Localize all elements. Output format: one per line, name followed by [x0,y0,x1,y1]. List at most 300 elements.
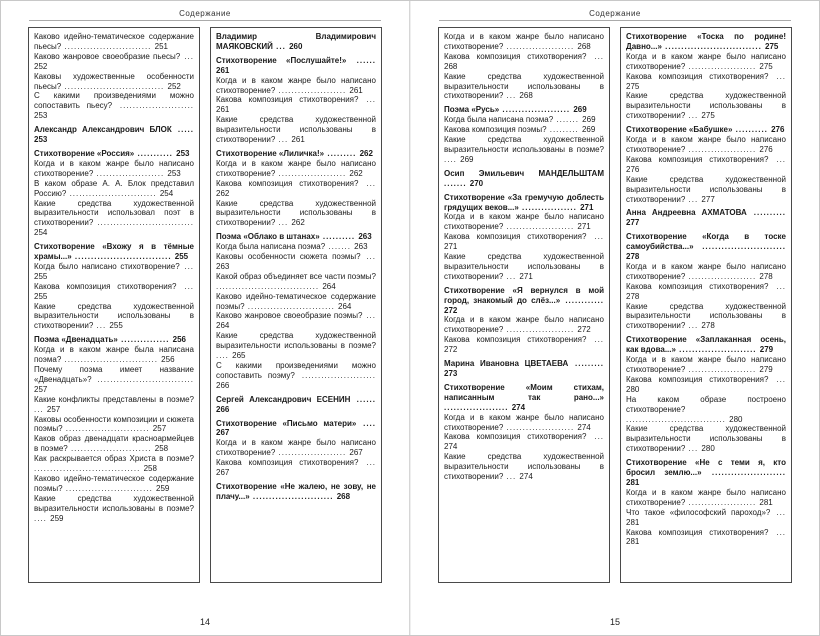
dot-leader: ....................... [112,101,195,111]
toc-entry [444,252,604,282]
dot-leader: ....................... [294,370,376,380]
toc-heading [216,149,376,159]
dot-leader: .... [356,418,376,428]
dot-leader: ............... [117,335,173,345]
toc-entry-page: 275 [626,81,640,91]
toc-entry [34,52,194,72]
toc-entry-page: 274 [511,402,526,412]
toc-entry-text: Какие средства художественной выразительности использованы в стихотворении? [216,198,376,228]
toc-entry-page: 275 [765,41,779,51]
dot-leader: ................. [518,202,581,212]
toc-entry-text: Когда и в каком жанре было написано стихотворение? [626,261,786,281]
toc-entry-text: Когда была написана поэма? [444,115,554,125]
toc-entry-text: Стихотворение «Лиличка!» [216,148,325,158]
toc-heading [626,32,786,52]
toc-entry-page: 255 [34,291,48,301]
toc-entry [34,494,194,524]
toc-entry-text: Какова композиция стихотворения? [34,281,177,291]
toc-entry-page: 264 [338,301,352,311]
dot-leader: ... [358,178,377,188]
dot-leader: ........................... [244,301,339,311]
toc-entry [216,458,376,478]
toc-entry-page: 266 [216,404,230,414]
toc-entry-page: 272 [444,345,458,355]
toc-column [28,27,200,583]
toc-entry-text: Какие средства художественной выразительности использованы в стихотворении? [626,424,786,454]
toc-entry-text: Какова композиция стихотворения? [444,232,587,242]
dot-leader: .......................... [62,424,153,434]
toc-entry-text: Стихотворение «Послушайте!» [216,55,347,65]
toc-entry-page: 269 [573,105,587,115]
toc-entry-text: Какова композиция стихотворения? [626,374,769,384]
toc-heading [626,208,786,228]
toc-entry-text: Каково идейно-тематическое содержание пьесы? [34,32,194,51]
toc-entry [626,135,786,155]
toc-entry-page: 276 [771,125,785,135]
dot-leader: ..................... [685,144,760,154]
toc-entry [626,302,786,332]
toc-entry [626,488,786,508]
toc-entry [216,331,376,361]
toc-entry-text: Сергей Александрович ЕСЕНИН [216,394,351,404]
toc-entry-text: Почему поэма имеет название «Двенадцать»? [34,365,194,384]
toc-heading [444,193,604,213]
toc-entry [34,262,194,282]
toc-entry-page: 280 [729,414,743,424]
toc-entry-page: 274 [577,422,591,432]
toc-entry [34,32,194,52]
toc-entry-page: 255 [109,321,123,331]
toc-entry-text: Каково идейно-тематическое содержание поэмы? [216,291,376,311]
toc-entry-page: 277 [701,194,715,204]
dot-leader: ... [176,281,195,291]
toc-entry-text: Стихотворение «За гремучую доблесть грядущих веков...» [444,192,604,212]
toc-heading [216,32,376,52]
toc-entry-text: Какова композиция стихотворения? [626,527,769,537]
dot-leader: ... [768,71,787,81]
toc-entry-page: 281 [759,497,773,507]
toc-entry-text: Стихотворение «Я вернулся в мой город, знакомый до слёз...» [444,285,604,305]
dot-leader: ..................... [93,168,168,178]
toc-entry-page: 278 [626,252,640,262]
toc-entry-text: Как раскрывается образ Христа в поэме? [34,454,194,464]
toc-entry-page: 275 [701,111,715,121]
toc-heading [444,169,604,189]
toc-entry-text: Анна Андреевна АХМАТОВА [626,208,747,218]
toc-entry [444,413,604,433]
toc-entry-page: 276 [759,144,773,154]
toc-entry-page: 254 [159,188,174,198]
toc-entry [444,315,604,335]
toc-entry-text: Стихотворение «Заплаканная осень, как вдова...» [626,335,786,355]
toc-entry [216,95,376,115]
toc-entry-text: Стихотворение «Письмо матери» [216,418,357,428]
toc-entry-page: 271 [580,202,594,212]
toc-entry-text: Когда и в каком жанре было написано стихотворение? [444,412,604,432]
toc-entry [216,159,376,179]
page-right [410,1,819,635]
dot-leader: ......... [568,359,605,369]
toc-entry-page: 275 [759,61,773,71]
dot-leader: ... [586,335,605,345]
toc-entry [626,375,786,395]
dot-leader: ... [770,507,787,517]
toc-entry [444,335,604,355]
toc-entry [34,345,194,365]
toc-entry-page: 274 [519,472,533,482]
toc-entry [34,302,194,332]
toc-entry [626,282,786,302]
dot-leader: .............................. [91,374,194,384]
toc-entry-text: Какой образ объединяет все части поэмы? [216,271,376,281]
dot-leader: ......................... [67,444,155,454]
toc-entry-page: 271 [577,222,591,232]
toc-heading [626,458,786,488]
toc-entry-text: Стихотворение «Когда в тоске самоубийства...» [626,232,786,252]
toc-entry-text: Какие конфликты представлены в поэме? [34,394,194,404]
toc-entry-text: Владимир Владимирович МАЯКОВСКИЙ [216,32,376,51]
dot-leader: ..... [171,125,194,135]
toc-entry-page: 277 [626,218,640,228]
toc-entry-page: 261 [291,135,305,145]
toc-entry-text: Какие средства художественной выразительности использованы в поэме? [216,331,376,351]
toc-heading [34,335,194,345]
toc-heading [216,56,376,76]
toc-entry-text: Когда и в каком жанре было написано стихотворение? [444,212,604,232]
toc-entry-text: Каково жанровое своеобразие пьесы? [34,51,181,61]
toc-entry [34,474,194,494]
toc-entry [34,365,194,395]
dot-leader: ... [362,311,377,321]
toc-entry-page: 271 [444,242,458,252]
dot-leader: ....... [553,115,583,125]
toc-entry-page: 253 [167,168,181,178]
toc-entry-text: Каковы особенности композиции и сюжета поэмы? [34,414,194,434]
dot-leader: ...... [346,55,377,65]
dot-leader: ..................... [503,325,578,335]
dot-leader: ............................... [626,414,730,424]
toc-entry-page: 263 [354,242,368,252]
dot-leader: ... [586,232,605,242]
toc-entry-text: Какова композиция стихотворения? [626,154,769,164]
toc-heading [626,125,786,135]
dot-leader: ........... [134,148,177,158]
toc-entry-page: 262 [216,188,230,198]
toc-heading [444,359,604,379]
page-number: 14 [199,617,210,627]
toc-entry-page: 267 [216,468,230,478]
dot-leader: .......... [732,125,772,135]
toc-entry-text: Когда и в каком жанре было написано стихотворение? [34,158,194,178]
toc-entry-text: Когда и в каком жанре было написано стихотворение? [444,315,604,335]
toc-entry-text: Какие средства художественной выразительности использованы в стихотворении? [626,174,786,204]
dot-leader: ..................... [503,222,578,232]
toc-entry-page: 268 [444,61,458,71]
toc-entry-text: Каков образ двенадцати красноармейцев в поэме? [34,434,194,454]
toc-entry [216,242,376,252]
toc-entry-page: 267 [216,428,230,438]
toc-entry-page: 258 [143,464,157,474]
toc-entry-page: 258 [154,444,169,454]
toc-entry-page: 268 [577,41,591,51]
toc-entry-page: 278 [701,321,715,331]
toc-entry [626,508,786,528]
toc-heading [444,286,604,316]
columns-container [423,27,807,583]
toc-entry-text: Какова композиция стихотворения? [216,95,359,105]
toc-heading [626,335,786,355]
dot-leader: ............ [560,295,604,305]
dot-leader: .... [216,351,233,361]
toc-entry-page: 257 [152,424,167,434]
dot-leader: ......................... [249,491,337,501]
toc-entry-page: 281 [626,537,640,547]
dot-leader: ..................... [503,41,578,51]
toc-entry-text: Марина Ивановна ЦВЕТАЕВА [444,359,569,369]
toc-entry-page: 260 [289,41,303,51]
toc-entry-page: 252 [34,61,48,71]
toc-entry-page: 262 [359,148,373,158]
toc-entry-page: 269 [581,125,596,135]
toc-entry-text: Каково жанровое своеобразие поэмы? [216,311,363,321]
toc-entry-page: 263 [216,261,230,271]
dot-leader: .................... [444,402,512,412]
toc-entry-page: 264 [322,281,336,291]
toc-entry-text: Какие средства художественной выразительности использованы в поэме? [444,135,604,154]
toc-entry-text: Что такое «философский пароход»? [626,507,771,517]
toc-entry [34,282,194,302]
toc-entry-page: 257 [34,384,48,394]
toc-entry-page: 256 [161,355,175,365]
dot-leader: ............................. [61,355,162,365]
dot-leader: ..................... [275,448,350,458]
toc-entry [626,91,786,121]
toc-heading [34,242,194,262]
toc-heading [216,232,376,242]
toc-entry [626,355,786,375]
toc-entry [216,76,376,96]
toc-entry-page: 253 [34,111,48,121]
toc-entry-page: 257 [46,404,61,414]
toc-entry [626,262,786,282]
toc-entry-text: Каковы художественные особенности пьесы? [34,71,194,91]
toc-entry [34,91,194,121]
toc-entry-text: На каком образе построено стихотворение? [626,394,786,414]
dot-leader: ..................... [499,105,574,115]
toc-entry-text: В каком образе А. А. Блок представил Россию? [34,178,194,198]
dot-leader: ........................... [66,188,160,198]
toc-entry-text: Какие средства художественной выразительности использованы в стихотворении? [444,452,604,482]
toc-entry-text: Какова композиция стихотворения? [626,71,769,81]
toc-entry [444,452,604,482]
toc-entry-text: Какие средства художественной выразительности использованы в стихотворении? [444,71,604,101]
toc-entry [444,432,604,452]
toc-entry [626,424,786,454]
dot-leader: ......... [546,125,582,135]
toc-entry-text: Какие средства художественной выразительности использованы в поэме? [34,493,194,513]
dot-leader: ... [503,472,520,482]
dot-leader: .......... [319,232,359,242]
toc-entry-text: Какие средства художественной выразительности использовал поэт в стихотворении? [34,198,194,228]
toc-entry-text: С какими произведениями можно сопоставить поэму? [216,361,376,380]
toc-heading [216,395,376,415]
toc-entry-page: 278 [759,271,773,281]
dot-leader: ..................... [685,365,760,374]
toc-entry-text: Какие средства художественной выразительности использованы в стихотворении? [626,301,786,331]
toc-entry [626,52,786,72]
toc-column [438,27,610,583]
toc-entry [216,292,376,312]
toc-entry [444,135,604,165]
running-header: Содержание [179,9,231,18]
toc-entry-page: 279 [759,345,774,355]
dot-leader: ..................... [503,422,578,432]
toc-entry-text: Какова композиция стихотворения? [216,458,359,468]
dot-leader: ... [586,432,605,442]
toc-entry-page: 281 [626,477,640,487]
toc-entry-page: 279 [759,365,773,374]
toc-entry [444,52,604,72]
dot-leader: ................................ [216,281,323,291]
toc-entry-page: 267 [349,448,363,458]
toc-entry-text: Когда и в каком жанре было написано стихотворение? [626,355,786,374]
toc-entry [216,252,376,272]
dot-leader: ....... [444,178,470,188]
toc-entry-text: Какова композиция стихотворения? [444,432,587,442]
toc-entry-text: Поэма «Русь» [444,105,500,115]
dot-leader: ... [685,194,702,204]
toc-entry-page: 265 [232,351,246,361]
toc-entry-page: 261 [216,65,230,75]
toc-heading [34,149,194,159]
toc-entry-text: Александр Александрович БЛОК [34,125,172,135]
toc-entry-text: Какова композиция стихотворения? [216,178,359,188]
dot-leader: ... [685,444,702,454]
toc-entry [34,395,194,415]
toc-entry-text: С какими произведениями можно сопоставить пьесу? [34,91,194,111]
toc-entry-page: 259 [156,483,170,493]
toc-entry-text: Когда и в каком жанре было написано стихотворение? [626,135,786,154]
toc-entry-page: 271 [519,271,533,281]
dot-leader: ....... [325,242,355,252]
toc-entry-text: Какие средства художественной выразительности использованы в стихотворении? [34,301,194,331]
toc-entry-page: 259 [50,513,64,523]
toc-entry [444,125,604,135]
dot-leader: .............................. [93,218,194,228]
toc-entry-text: Каково идейно-тематическое содержание поэмы? [34,473,194,493]
dot-leader: ......... [324,148,360,158]
toc-entry-page: 274 [444,442,458,452]
toc-heading [216,419,376,439]
dot-leader: ..................... [685,271,760,281]
toc-entry-text: Стихотворение «Россия» [34,148,135,158]
toc-entry-page: 256 [172,335,187,345]
toc-entry-text: Какова композиция стихотворения? [444,51,587,61]
toc-heading [216,482,376,502]
toc-heading [34,125,194,145]
toc-entry [34,415,194,435]
toc-entry-text: Какова композиция стихотворения? [626,281,769,291]
toc-entry-page: 270 [469,178,484,188]
toc-entry-page: 268 [336,491,351,501]
dot-leader: ... [685,111,702,121]
dot-leader: ... [93,321,110,331]
toc-entry [216,361,376,391]
toc-entry-page: 253 [34,135,48,145]
toc-entry-text: Какова композиция стихотворения? [444,335,587,345]
dot-leader: ..................... [685,61,760,71]
toc-entry-page: 280 [701,444,715,454]
toc-entry-text: Когда и в каком жанре было написано стихотворение? [216,75,376,95]
dot-leader: .............................. [71,252,175,262]
dot-leader: ... [180,51,194,61]
page-number: 15 [609,617,620,627]
dot-leader: ........................... [62,483,157,493]
toc-entry-page: 268 [519,91,533,101]
toc-entry [34,454,194,474]
toc-entry [216,199,376,229]
toc-entry [626,395,786,425]
dot-leader: ... [503,91,520,101]
toc-entry [444,32,604,52]
dot-leader: ........................ [675,345,760,355]
toc-entry-page: 272 [444,305,458,315]
toc-entry-text: Какова композиция поэмы? [444,125,547,135]
toc-entry-page: 269 [460,154,474,164]
toc-entry-page: 278 [626,291,640,301]
toc-entry-page: 269 [582,115,596,125]
toc-entry-page: 276 [626,164,640,174]
toc-entry-text: Каковы особенности сюжета поэмы? [216,252,361,262]
dot-leader: ... [768,527,787,537]
running-header: Содержание [589,9,641,18]
toc-entry [626,155,786,175]
toc-entry-text: Поэма «Двенадцать» [34,335,118,345]
toc-entry [444,72,604,102]
dot-leader: ............................... [61,81,168,91]
toc-entry [34,434,194,454]
toc-entry [216,311,376,331]
toc-entry-page: 251 [154,41,168,51]
toc-entry-text: Осип Эмильевич МАНДЕЛЬШТАМ [444,168,604,178]
toc-entry [626,72,786,92]
toc-entry-text: Стихотворение «Не с теми я, кто бросил землю...» [626,458,786,478]
toc-entry [34,159,194,179]
dot-leader: ................................. [34,464,144,474]
toc-entry-text: Поэма «Облако в штанах» [216,232,320,242]
dot-leader: ... [358,458,377,468]
toc-entry-page: 261 [216,105,230,115]
toc-entry-page: 281 [626,517,640,527]
toc-entry-page: 263 [358,232,372,242]
toc-heading [626,232,786,262]
toc-entry-page: 253 [176,148,190,158]
header-rule [439,20,791,21]
toc-entry-page: 254 [34,228,48,238]
dot-leader: ........................... [61,41,155,51]
toc-entry-text: Когда было написано стихотворение? [34,261,180,271]
dot-leader: ..................... [685,497,760,507]
dot-leader: ... [768,154,787,164]
toc-entry [444,115,604,125]
toc-entry-page: 264 [216,321,230,331]
dot-leader: ...... [350,394,377,404]
toc-entry-text: Когда была написана поэма? [216,242,326,252]
toc-entry-text: Когда и в каком жанре было написано стихотворение? [444,32,604,51]
dot-leader: ..................... [275,168,350,178]
dot-leader: .......................... [693,242,786,252]
dot-leader: ... [768,374,787,384]
